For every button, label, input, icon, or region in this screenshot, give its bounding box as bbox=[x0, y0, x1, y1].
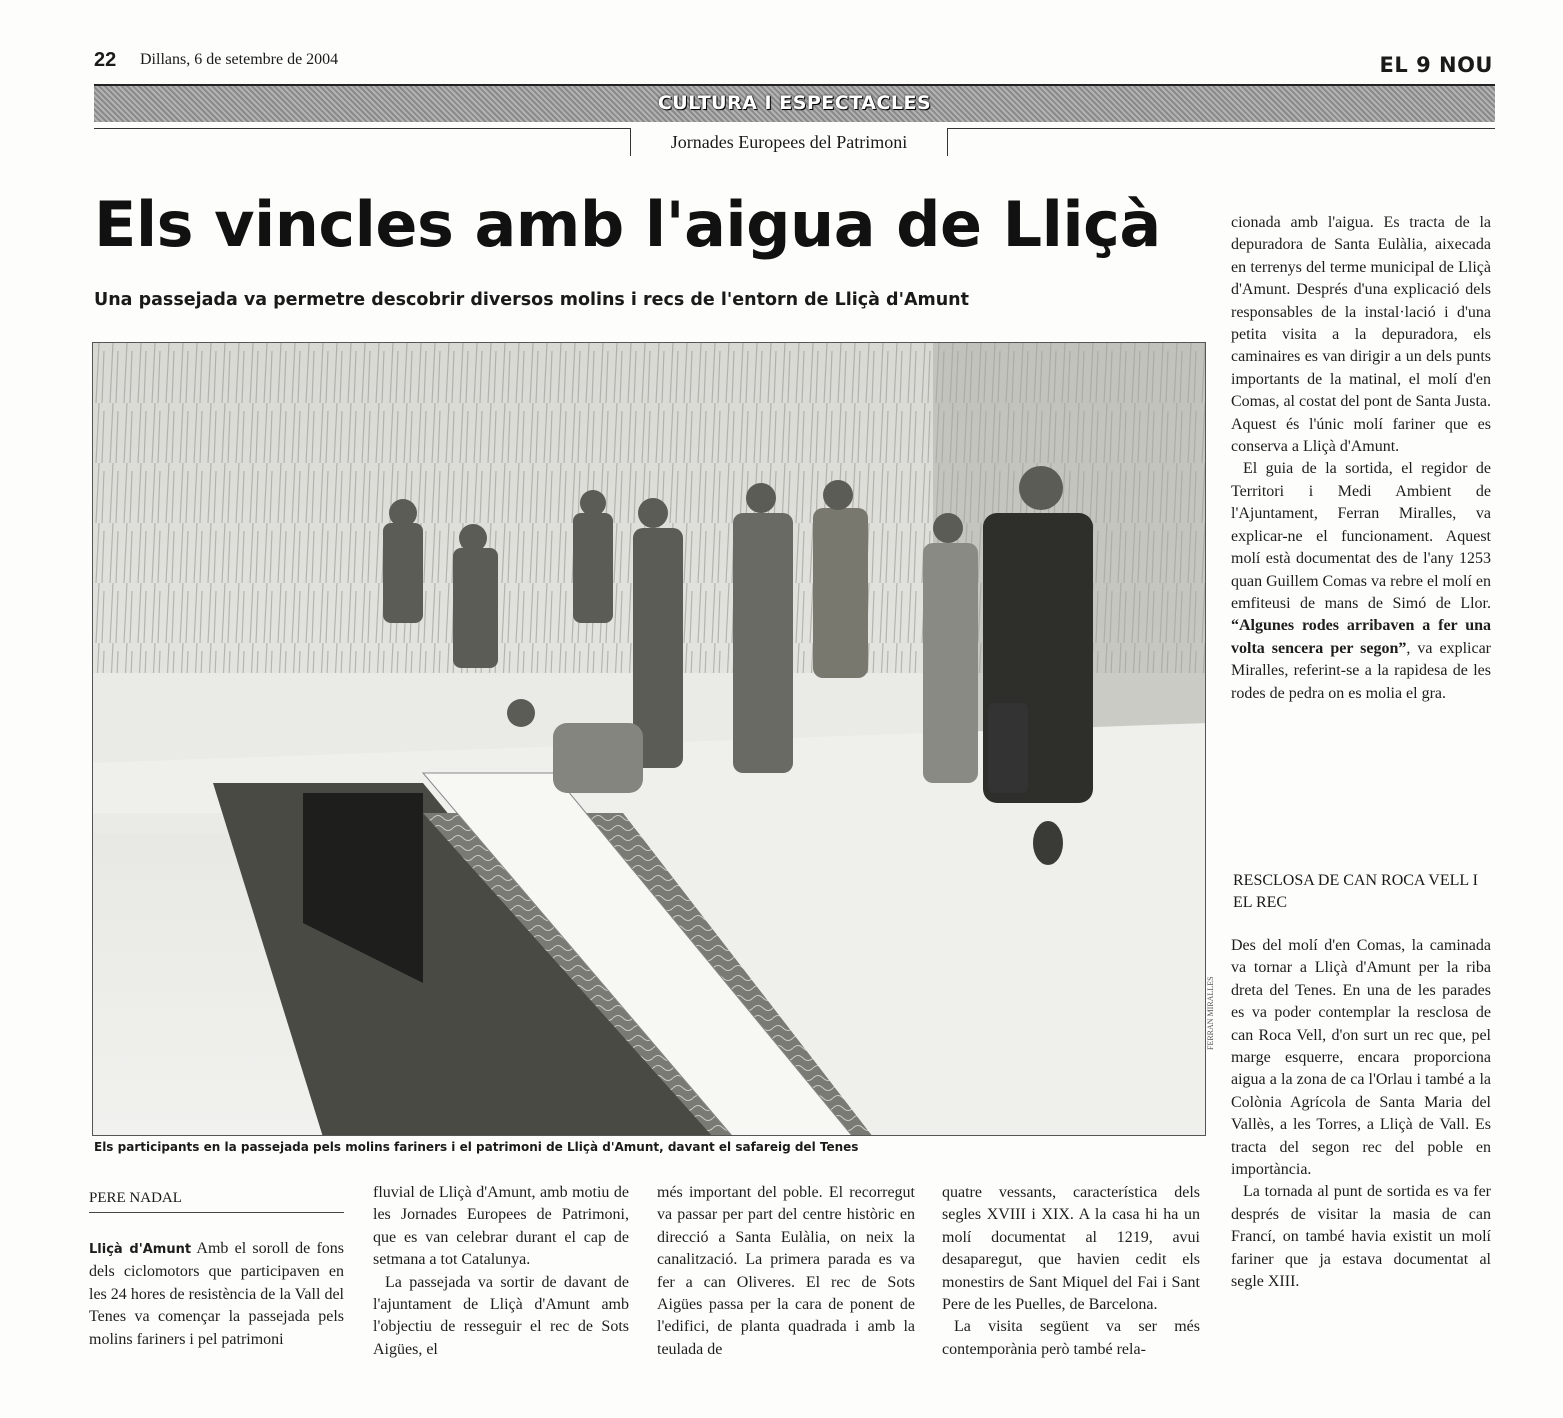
photo-caption: Els participants en la passejada pels molins fariners i el patrimoni de Lliçà d'Amunt, davant el safareig del Tenes bbox=[94, 1140, 859, 1154]
subsection-title: Jornades Europees del Patrimoni bbox=[670, 132, 908, 152]
section-banner bbox=[94, 84, 1495, 122]
article-column-5 bbox=[1231, 212, 1491, 705]
lead-location: Lliçà d'Amunt bbox=[89, 1242, 192, 1257]
column-text: Amb el soroll de fons dels ciclomotors que participaven en les 24 hores de resistència de la Vall del Tenes va començar la passejada pels molins fariners i pel patrimoni bbox=[89, 1240, 344, 1348]
article-column-5-continued bbox=[1231, 935, 1491, 1294]
dateline: Dillans, 6 de setembre de 2004 bbox=[140, 51, 339, 68]
paragraph: Des del molí d'en Comas, la caminada va tornar a Lliçà d'Amunt per la riba dreta del Tenes. En una de les parades es va poder contemplar la resclosa de can Roca Vell, d'on surt un rec que, pel marge esquerre, encara proporciona aigua a la zona de ca l'Orlau i també a la Colònia Agrícola de Santa Maria del Vallès, a les Torres, a Lliçà de Vall. Es tracta del segon rec del poble en importància. bbox=[1231, 937, 1491, 1179]
section-subtitle: RESCLOSA DE CAN ROCA VELL I EL REC bbox=[1233, 872, 1478, 911]
subheadline: Una passejada va permetre descobrir diversos molins i recs de l'entorn de Lliçà d'Amunt bbox=[94, 290, 969, 310]
paragraph: quatre vessants, característica dels segles XVIII i XIX. A la casa hi ha un molí documentat al 1219, avui desaparegut, que havien cedit els monestirs de Sant Miquel del Fai i Sant Pere de les Puelles, de Barcelona. bbox=[942, 1184, 1200, 1314]
paragraph: fluvial de Lliçà d'Amunt, amb motiu de les Jornades Europees de Patrimoni, que es van celebrar durant el cap de setmana a tot Catalunya. bbox=[373, 1184, 629, 1269]
headline: Els vincles amb l'aigua de Lliçà bbox=[94, 188, 1161, 261]
article-column-1 bbox=[89, 1238, 344, 1351]
paragraph: La passejada va sortir de davant de l'ajuntament de Lliçà d'Amunt amb l'objectiu de resseguir el rec de Sots Aigües, el bbox=[373, 1273, 629, 1358]
byline: PERE NADAL bbox=[89, 1190, 182, 1206]
paragraph: més important del poble. El recorregut va passar per part del centre històric en direcció a Santa Eulàlia, on neix la canalització. La primera parada es va fer a can Oliveres. El rec de Sots Aigües passa per la cara de ponent de l'edifici, de planta quadrada i amb la teulada de bbox=[657, 1184, 915, 1358]
byline-rule bbox=[89, 1212, 344, 1213]
article-column-2 bbox=[373, 1182, 629, 1361]
photo-illustration bbox=[93, 343, 1206, 1136]
article-column-3 bbox=[657, 1182, 915, 1361]
paragraph-text: El guia de la sortida, el regidor de Territori i Medi Ambient de l'Ajuntament, Ferran Miralles, va explicar-ne el funcionament. Aquest molí està documentat des de l'any 1253 quan Guillem Comas va rebre el molí en emfiteusi de mans de Simó de Llor. bbox=[1231, 460, 1491, 612]
newspaper-name: EL 9 NOU bbox=[1379, 53, 1493, 77]
paragraph bbox=[1231, 458, 1491, 704]
paragraph: La tornada al punt de sortida es va fer després de visitar la masia de can Francí, on també havia existit un molí fariner que ja estava documentat al segle XIII. bbox=[1231, 1183, 1491, 1291]
paragraph: cionada amb l'aigua. Es tracta de la depuradora de Santa Eulàlia, aixecada en terrenys del terme municipal de Lliçà d'Amunt. Després d'una explicació dels responsables de la instal·lació i d'una petita visita a la depuradora, els caminaires es van dirigir a un dels punts importants de la matinal, el molí d'en Comas, al costat del pont de Santa Justa. Aquest és l'únic molí fariner que es conserva a Lliçà d'Amunt. bbox=[1231, 214, 1491, 456]
paragraph: La visita següent va ser més contemporània però també rela- bbox=[942, 1318, 1200, 1358]
article-column-4 bbox=[942, 1182, 1200, 1361]
article-photo bbox=[92, 342, 1206, 1136]
pull-quote: “Algunes rodes arribaven a fer una volta sencera per segon” bbox=[1231, 617, 1491, 657]
photo-credit: FERRAN MIRALLES bbox=[1206, 976, 1215, 1050]
section-title: CULTURA I ESPECTACLES bbox=[657, 92, 932, 114]
page-number: 22 bbox=[94, 49, 117, 71]
paragraph-text: , va explicar Miralles, referint-se a la rapidesa de les rodes de pedra on es molia el gra. bbox=[1231, 639, 1492, 702]
